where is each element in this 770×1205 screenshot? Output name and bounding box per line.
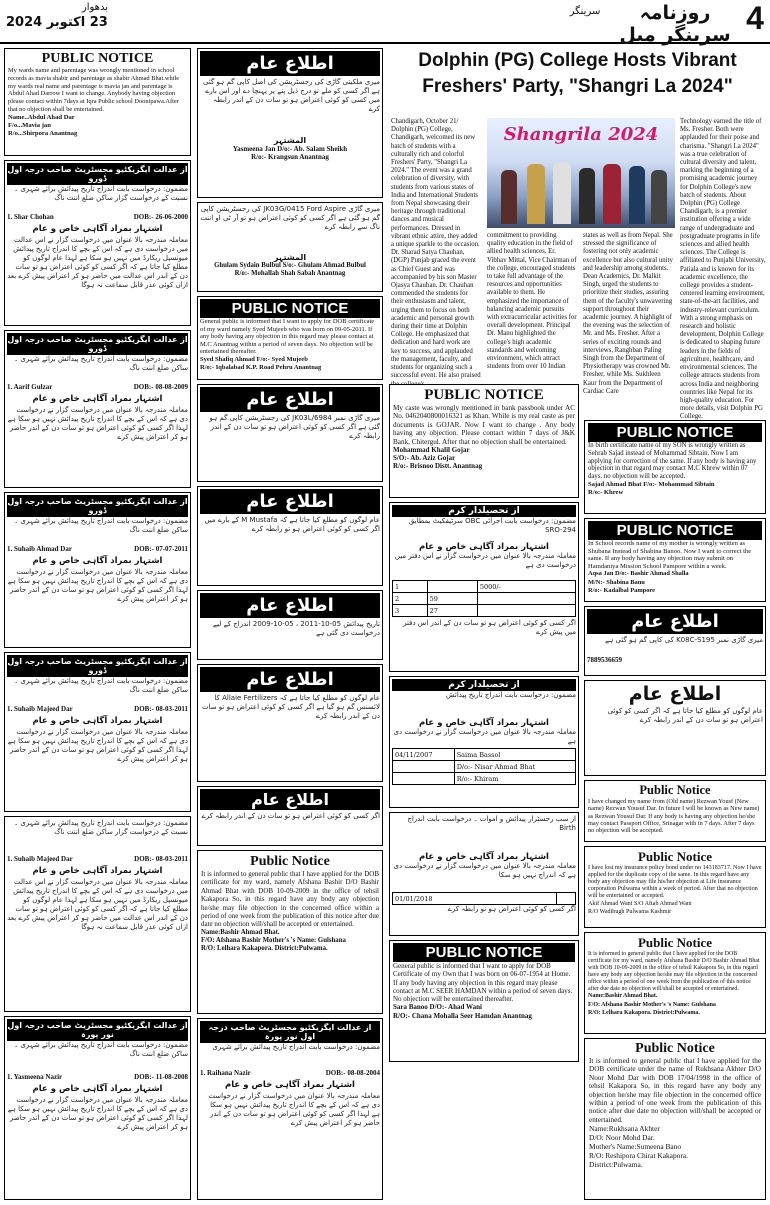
ilan-title: اطلاع عام [200, 789, 380, 810]
headline-line-1: Dolphin (PG) College Hosts Vibrant [418, 50, 737, 71]
ishtihar-intro: مضمون: درخواست بابت اندراج تاریخ پیدائش [445, 691, 576, 699]
court-heading: اشتہار بمراد آگاہی خاص و عام [32, 394, 163, 404]
court-name: 1. Aarif Gulzar [7, 383, 53, 391]
birth-label: Birth [559, 824, 576, 832]
notice-body: General public is informed that I want to apply for DOB Certificate of my Own that I was born on 06-07-1954 at Home. If any body having any objection in this regard may please contact at M.C SEER HAMDAN within a period of seven days. No objection will be entertained thereafter. [393, 962, 573, 1004]
table-row [393, 773, 576, 785]
notice-ro: R/o:- Brisnoo Distt. Anantnag [393, 462, 483, 471]
vehicle-signed: Ghulam Sydain Bulbul S/o:- Ghulam Ahmad Bulbul [214, 262, 366, 269]
ishtihar-obc [389, 502, 579, 672]
court-header: از عدالت ایگزیکٹیو مجسٹریٹ صاحب درجہ اول ڈورو [7, 165, 188, 183]
saima-table [392, 748, 576, 785]
notice-district: District:Pulwama. [589, 1160, 643, 1170]
ilan-notice-col4-1 [584, 606, 766, 676]
table-row [393, 581, 576, 593]
ilan-body: عام لوگوں کو مطلع کیا جاتا ہے کہ M Mustafa کے بارے میں اگر کسی کو کوئی اعتراض ہو تو رابطہ کرے [204, 516, 380, 533]
notice-ro: R/O: Reshipora Chirat Kakapora. [589, 1151, 688, 1161]
notice-name: Aqsa Jan D/o:- Bashir Ahmad Shalla [588, 570, 689, 578]
notice-mn: M/N:- Shabina Banu [588, 578, 645, 586]
ilan-body: اگر کسی کو کوئی اعتراض ہو تو سات دن کے اندر رابطہ کرے [201, 812, 380, 820]
court-name: 1. Suhaib Ahmad Dar [7, 545, 72, 553]
date-block [6, 2, 126, 42]
paper-name: روزنامہ سرینگر میل [619, 2, 731, 46]
ilan-signed-label: المشتہر [273, 136, 307, 145]
court-header: از عدالت ایگزیکٹیو مجسٹریٹ صاحب درجہ اول ڈورو [7, 335, 188, 353]
ilan-body: تاریخ پیدائش 05-10-2011 ، 05-10-2009 اندراج کے لیے درخواست دی گئی ہے [213, 620, 380, 637]
court-notice-2 [4, 330, 191, 488]
feature-col-b: commitment to providing quality education in the field of allied health sciences. Er. Vibhav Mittal, Vice Chairman of the college, encouraged students to take full advantage of the resources and opportunities available to them. He emphasized the importance of balancing academic pursuits with extracurricular activities for overall development. Principal Dr. Manu highlighted the college's high academic standards and welcoming environment, which attract students from over 10 Indian [487, 232, 577, 371]
notice-fo: F/o...Mavia jan [8, 121, 51, 129]
table-cell: R/o:- Khiram [454, 773, 575, 785]
table-cell [393, 761, 455, 773]
page-number: 4 [746, 0, 764, 36]
table-row [393, 593, 576, 605]
court-dob: DOB:- 08-08-2004 [325, 1069, 380, 1077]
court-body: معاملہ مندرجہ بالا عنوان میں درخواست گزار نے اس عدالت میں درخواست دی ہے کہ اس کے بچے کا اندراج تاریخ پیدائش میونسپل ریکارڈ میں نہیں ہو سکا ہے لہذا عام لوگوں کو مطلع کیا جاتا ہے کہ اگر کسی کو کوئی اعتراض ہو تو سات دن کے اندر اس عدالت میں حاضر ہو کر اعتراض پیش کرے بعد ازاں کوئی عذر قابل سماعت نہ ہوگا [7, 236, 188, 289]
allai-name: Allaie Fertilizers [222, 694, 278, 702]
notice-name: Mohammad Khalil Gojar [393, 446, 470, 455]
court-body: معاملہ مندرجہ بالا عنوان میں درخواست گزار نے درخواست دی ہے کہ اس کے بچے کا اندراج تاریخ پیدائش نہیں ہو سکا ہے لہذا اگر کسی کو کوئی اعتراض ہو تو سات دن کے اندر حاضر ہو کر اعتراض پیش کرے [7, 406, 188, 441]
ishtihar-body: معاملہ مندرجہ بالا عنوان میں درخواست گزار نے اس دفتر میں درخواست دی ہے [394, 552, 576, 569]
ishtihar-intro: مضمون: درخواست بابت اجرائی OBC سرٹیفکیٹ بمطابق SRO-294 [408, 517, 576, 534]
table-cell: 2 [393, 593, 428, 605]
notice-body: It is informed to general public that I have applied for the DOB certificate for my ward, namely Afshana Bashir D/O Bashir Ahmad Bhat with DOB 10-09-2009 in the office of tehsil Kakapora So, in this regard have any body any objection he/she may file objection in the concerned office within a period of one week from the publication of this notice after due date no objection will/shall be accepted or entertained. [588, 951, 760, 992]
notice-mn: Mother's Name:Sumeena Bano [589, 1142, 682, 1152]
notice-ro: R/O Wadibugh Pulwama Kashmir [588, 909, 672, 916]
person-silhouette [527, 164, 545, 224]
ishtihar-header: از تحصیلدار کرم [392, 505, 576, 517]
ishtihar-heading: اشتہار بمراد آگاہی خاص و عام [419, 718, 549, 728]
court-name-row [7, 855, 188, 863]
court-dob: DOB:- 08-03-2011 [134, 705, 188, 713]
obc-table [392, 580, 576, 617]
table-row [393, 605, 576, 617]
court-heading: اشتہار بمراد آگاہی خاص و عام [32, 556, 163, 566]
court-dob: DOB:- 08-08-2009 [133, 383, 188, 391]
vehicle-body: میری گاڑی JK03G/0415 Ford Aspire کی رجسٹریشن کاپی گم ہو گئی ہے اگر کسی کو کوئی اعتراض ہو تو آر ٹی او اننت ناگ سے رابطہ کرے [200, 205, 380, 231]
court-name-row [7, 705, 188, 713]
court-header: از عدالت ایگزیکٹیو مجسٹریٹ صاحب درجہ اول نور پورہ [7, 1021, 188, 1039]
court-header: از عدالت ایگزیکٹیو مجسٹریٹ صاحب درجہ اول نور پورہ [200, 1021, 380, 1043]
court-intro-text: مضمون: درخواست بابت اندراج تاریخ پیدائش برائے شہری ۔ ساکن ضلع اننت ناگ [14, 1041, 188, 1058]
notice-name: Akif Ahmad Wani S/O Aftab Ahmad Wani [588, 901, 692, 907]
court-notice-1 [4, 160, 191, 326]
notice-body: It is informed to general public that I have applied for the DOB certificate under the name of Rukhsana Akhter D/O Noor Mohd Dar with DOB 17/04/1998 in the office of tehsil Kakapora So, in this regard have any body any objection he/she may file objection in the concerned office within a period of one week from the publication of this notice after due date no objection will/shall be accepted or entertained. [589, 1057, 761, 1124]
notice-title: PUBLIC NOTICE [588, 423, 762, 442]
court-notice-3 [4, 492, 191, 648]
public-notice-mujeeb [197, 296, 383, 380]
notice-ro: R/o:- Khrew [588, 489, 624, 497]
court-intro-text: مضمون: درخواست بابت اندراج تاریخ پیدائش برائے شہری ۔ ساکن ضلع اننت ناگ [14, 355, 188, 372]
feature-col-d: Technology earned the title of Ms. Fresher. Both were applauded for their poise and charisma. "Shangri La 2024" was a true celebration of cultural diversity and talent, marking the beginning of a promising academic journey for Dolphin College's new batch of students. About Dolphin (PG) College Chandigarh, is a premier institution offering a wide range of undergraduate and postgraduate programs in life sciences and allied health sciences. The College is affiliated to Punjabi University, Patiala and is known for its academic excellence, the college provides a student-centered learning environment, state-of-the-art facilities, and industry-relevant curriculum. With a strong emphasis on research and holistic development, Dolphin College is dedicated to shaping future leaders in the fields of agriculture, healthcare, and environmental sciences. The college attracts students from across India and neighboring countries like Nepal for its high-quality education. For more details, visit Dolphin PG College. [680, 118, 766, 421]
ilan-notice-2 [197, 384, 383, 482]
notice-name: Sajad Ahmad Bhat F/o:- Mohammad Sibtain [588, 480, 715, 488]
notice-fo: F/O: Afshana Bashir Mother's 's Name: Gulshana [588, 1001, 716, 1008]
ilan-body: میری ملکیتی گاڑی کی رجسٹریشن کی اصل کاپی گم ہو گئی ہے اگر کسی کو ملے تو درج ذیل پتے پر پہنچا دے اور اس بارے میں کسی کو کوئی اعتراض ہو تو سات دن کے اندر رابطہ کرے [203, 78, 380, 113]
table-cell: 3 [393, 605, 428, 617]
court-intro-text: مضمون: درخواست بابت اندراج تاریخ پیدائش برائے شہری ۔ ساکن ضلع اننت ناگ [14, 677, 188, 694]
court-notice-raihana [197, 1018, 383, 1200]
person-silhouette [629, 166, 645, 224]
table-cell: Saima Bassol [454, 749, 575, 761]
notice-body: It is informed to general public that I have applied for the DOB certificate for my ward, namely Afshana Bashir D/O Bashir Ahmad Bhat with DOB 10-09-2009 in the office of tehsil Kakapora So, in this regard have any body any objection he/she may file objection in the concerned office within a period of one week from the publication of this notice after due date no objection will/shall be accepted or entertained. [201, 870, 379, 929]
notice-name: Name:Bashir Ahmad Bhat. [588, 993, 658, 1000]
notice-ro: R/o...Shirpora Anantnag [8, 130, 78, 138]
notice-title: PUBLIC NOTICE [588, 521, 762, 540]
photo-banner-text: Shangrila 2024 [503, 124, 659, 145]
issue-date: 23 اکتوبر 2024 [6, 15, 108, 30]
court-intro-text: مضمون: درخواست بابت اندراج تاریخ پیدائش برائے شہری ۔ نسبت کے درخواست گزار ساکن ضلع اننت ناگ [14, 185, 188, 202]
obc-label: OBC [465, 517, 481, 525]
court-dob: DOB:- 08-03-2011 [134, 855, 188, 863]
notice-ro: R/O: Lelhara Kakapora. District:Pulwama. [201, 945, 328, 953]
notice-title: PUBLIC NOTICE [393, 943, 575, 962]
notice-ro: R/O:- Chana Mohalla Seer Hamdan Anantnag [393, 1011, 532, 1020]
ilan-notice-3 [197, 486, 383, 586]
ilan-notice-vehicle [197, 202, 383, 292]
feature-col-c: states as well as from Nepal. She stressed the significance of fostering not only academic excellence but also cultural unity and leadership among students. Dean Academics, Dr. Malkit Singh, urged the students to prioritize their studies, assuring them of the faculty's unwavering support throughout their academic journey. A highlight of the evening was the selection of Mr. and Ms. Fresher. After a series of exciting rounds and interviews, Ranghban Paling Singh from the Department of Physiotherapy was crowned Mr. Fresher, while Ms. Sukhleen Kaur from the Department of Cardiac Care [583, 232, 673, 395]
masthead [0, 0, 770, 44]
court-name: 1. Suhaib Majeed Dar [7, 705, 73, 713]
table-row [393, 761, 576, 773]
notice-body: General public is informed that I want to apply for DOB certificate of my ward namely Syed Mujeeb who was born on 09-05-2011. If any body having any objection in this regard may please contact at M.C Anantnag within a period of seven days. No objection will be entertained thereafter. [200, 318, 375, 356]
dob-date: 05-10-2011 [300, 620, 342, 628]
ishtihar-heading: اشتہار بمراد آگاہی خاص و عام [419, 542, 549, 552]
court-notice-5 [4, 816, 191, 1012]
table-row [393, 749, 576, 761]
table-cell [393, 773, 455, 785]
sro-label: SRO-294 [545, 526, 576, 534]
event-photo [487, 118, 675, 228]
notice-name: Sara Banoo D/O:- Ahad Wani [393, 1003, 482, 1012]
notice-title: PUBLIC NOTICE [200, 299, 380, 318]
ilan-title: اطلاع عام [200, 593, 380, 618]
table-cell: 1 [393, 581, 428, 593]
notice-title: Public Notice [639, 783, 711, 797]
notice-name: Name..Abdul Ahad Dar [8, 113, 75, 121]
court-body: معاملہ مندرجہ بالا عنوان میں درخواست گزار نے درخواست دی ہے کہ اس کے بچے کا اندراج تاریخ پیدائش نہیں ہو سکا ہے لہذا اگر کسی کو کوئی اعتراض ہو تو سات دن کے اندر حاضر ہو کر اعتراض پیش کرے [7, 728, 188, 763]
court-intro-text: مضمون: درخواست بابت اندراج تاریخ پیدائش برائے شہری [212, 1043, 380, 1051]
notice-title: Public Notice [250, 854, 330, 869]
ishtihar-footer: اگر کسی کو کوئی اعتراض ہو تو رابطہ کرے [447, 905, 576, 913]
birth-table [392, 892, 576, 905]
ilan-body: میری گاڑی نمبر JK03L/6984 کی رجسٹریشن کاپی گم ہو گئی ہے اگر کسی کو کوئی اعتراض ہو تو سات دن کے اندر رابطہ کرے [209, 414, 380, 440]
ilan-signed-ro: R/o:- Krangsun Anantnag [251, 153, 329, 162]
notice-title: Public Notice [635, 1041, 715, 1056]
ilan-title: اطلاع عام [628, 683, 722, 705]
person-silhouette [501, 170, 517, 224]
weekday: بدھوار [81, 2, 108, 13]
court-heading: اشتہار بمراد آگاہی خاص و عام [32, 224, 163, 234]
court-heading: اشتہار بمراد آگاہی خاص و عام [32, 716, 163, 726]
court-dob: DOB:- 07-07-2011 [134, 545, 188, 553]
notice-name: Name:Rukhsana Akhter [589, 1124, 660, 1134]
court-header: از عدالت ایگزیکٹیو مجسٹریٹ صاحب درجہ اول ڈورو [7, 657, 188, 675]
court-body: معاملہ مندرجہ بالا عنوان میں درخواست گزار نے درخواست دی ہے کہ اس کے بچے کا اندراج تاریخ پیدائش نہیں ہو سکا ہے لہذا اگر کسی کو کوئی اعتراض ہو تو سات دن کے اندر حاضر ہو کر اعتراض پیش کرے [7, 1096, 188, 1131]
court-body: معاملہ مندرجہ بالا عنوان میں درخواست گزار نے درخواست دی ہے کہ اس کے بچے کا اندراج تاریخ پیدائش نہیں ہو سکا ہے لہذا اگر کسی کو کوئی اعتراض ہو تو سات دن کے اندر حاضر ہو کر اعتراض پیش کرے [208, 1092, 380, 1127]
public-notice-rezwan [584, 780, 766, 842]
court-heading: اشتہار بمراد آگاہی خاص و عام [32, 1084, 163, 1094]
feature-col-a: Chandigarh, October 21/ Dolphin (PG) College, Chandigarh, welcomed its new batch of students with a culturally rich and colorful Freshers' Party, "Shangri La 2024." The event was a grand celebration of diversity, with students from various states of India and International Students from Nepal showcasing their heritage through traditional dances and musical performances. Dressed in vibrant ethnic attire, they added a unique sparkle to the occasion. Dr. Sharad Satya Chauhan, (DGP) Punjab graced the event as Chief Guest and was accompanied by his son Master Ojasya Chauhan. Dr. Chauhan commended the students for their enthusiasm and talent, urging them to focus on both academic and personal growth during their time at Dolphin College. He emphasized that dedication and hard work are key to success, and applauded the management, faculty, and students for organizing such a successful event. He also praised [391, 118, 481, 380]
ishtihar-header: از تحصیلدار کرم [392, 679, 576, 691]
ishtihar-intro: از سب رجسٹرار پیدائش و اموات ۔ درخواست بابت اندراج Birth [407, 815, 576, 832]
notice-name: Name:Bashir Ahmad Bhat. [201, 928, 280, 936]
notice-ro: R/o:- Iqbalabad K.P. Road Pehru Anantnag [200, 364, 322, 372]
headline-line-2: Freshers' Party, "Shangri La 2024" [422, 76, 733, 97]
notice-body: My caste was wrongly mentioned in bank passbook under AC No. 0462040800016321 as Khan. While is my real caste as per documents is GOJAR. Now I want to change . Any body having any objection. Please contact within 7 days of J&K Bank, Chitergul. After that no objection shall be entertained. [393, 404, 575, 446]
court-header: از عدالت ایگزیکٹیو مجسٹریٹ صاحب درجہ اول ڈورو [7, 497, 188, 515]
notice-ro: R/o:- Kadalbal Pampore [588, 586, 655, 594]
dob-date-2: 05-10-2009 [252, 620, 294, 628]
notice-title: Public Notice [637, 849, 712, 864]
public-notice-mavia [4, 48, 191, 156]
ilan-title: اطلاع عام [587, 609, 763, 634]
table-cell: D/o:- Nisar Ahmad Bhat [454, 761, 575, 773]
notice-body: I have changed my name from (Old name) Rezwan Yousf (New name) Rezwan Yousuf Dar. In future I will be known as New name) as Rezwan Yousuf Dar. If any body is having any objection he/she may contact Passport Office, Srinagar with in 7 days. After 7 days no objection will be accepted. [588, 798, 760, 835]
notice-signed: Syed Shafiq Ahmad F/o:- Syed Mujeeb [200, 355, 308, 363]
court-name: 1. Yasmeena Nazir [7, 1073, 63, 1081]
notice-title: Public Notice [637, 935, 712, 950]
public-notice-sibtain [584, 420, 766, 514]
ishtihar-footer: اگر کسی کو کوئی اعتراض ہو تو سات دن کے اندر اس دفتر میں پیش کرے [403, 619, 576, 636]
court-name: 1. Raihana Nazir [200, 1069, 251, 1077]
court-name-row [7, 213, 188, 221]
ishtihar-body: معاملہ مندرجہ بالا عنوان میں درخواست گزار نے درخواست دی ہے کہ اندراج نہیں ہو سکا [393, 862, 576, 879]
court-body: معاملہ مندرجہ بالا عنوان میں درخواست گزار نے درخواست دی ہے کہ اس کے بچے کا اندراج تاریخ پیدائش نہیں ہو سکا ہے لہذا اگر کسی کو کوئی اعتراض ہو تو سات دن کے اندر حاضر ہو کر اعتراض پیش کرے [7, 568, 188, 603]
court-dob: DOB:- 11-08-2008 [134, 1073, 188, 1081]
ilan-notice-col4-2 [584, 680, 766, 776]
contact-phone: 7889536659 [587, 656, 622, 664]
table-cell: 04/11/2007 [393, 749, 455, 761]
feature-headline [389, 48, 766, 116]
ilan-title: اطلاع عام [200, 489, 380, 514]
court-name: 1. Shar Chohan [7, 213, 54, 221]
notice-fo: F/O: Afshana Bashir Mother's 's Name: Gulshana [201, 937, 346, 945]
person-silhouette [603, 164, 621, 224]
court-heading: اشتہار بمراد آگاہی خاص و عام [225, 1080, 355, 1090]
court-notice-6 [4, 1016, 191, 1200]
court-name: 1. Suhaib Majeed Dar [7, 855, 73, 863]
ilan-title: اطلاع عام [200, 51, 380, 76]
vehicle-number-2: JK03L/6984 [292, 414, 332, 422]
notice-title: PUBLIC NOTICE [424, 387, 544, 403]
ilan-title: اطلاع عام [200, 387, 380, 412]
ilan-notice-1 [197, 48, 383, 198]
public-notice-sara [389, 940, 579, 1062]
table-cell [477, 605, 575, 617]
public-notice-gojar [389, 384, 579, 498]
person-silhouette [553, 162, 571, 224]
ilan-body: میری گاڑی نمبر K08C-S195 کی کاپی گم ہو گئی ہے [605, 636, 763, 644]
table-cell: 59 [427, 593, 477, 605]
court-name-row [7, 545, 188, 553]
notice-title: PUBLIC NOTICE [41, 51, 154, 66]
notice-do: D/O: Noor Mohd Dar. [589, 1133, 655, 1143]
ilan-signed: Yasmeena Jan D/o:- Ab. Salam Sheikh [232, 145, 348, 153]
court-name-row [7, 383, 188, 391]
public-notice-aqsa [584, 518, 766, 602]
notice-body: In birth certificate name of my SON is wrongly written as Sehrab Sajad instead of Mohammad Sibtain. Now I am applying for correction of the same. If any body is having any objection in that regard may contact M.C Khrew within 07 days. no objection will be accepted. [588, 442, 757, 481]
table-cell: 5000/- [477, 581, 575, 593]
public-notice-rukhsana [584, 1038, 766, 1200]
public-notice-akif [584, 846, 766, 928]
ishtihar-birth [389, 812, 579, 936]
ishtihar-body: معاملہ مندرجہ بالا عنوان میں درخواست گزار نے درخواست دی ہے [393, 728, 576, 745]
court-name-row [200, 1069, 380, 1077]
ishtihar-heading: اشتہار بمراد آگاہی خاص و عام [419, 852, 549, 862]
table-cell [556, 893, 575, 905]
city: سرینگر [569, 6, 601, 17]
notice-body: I have lost my insurance policy bond under no 143183717. Now I have applied for the duplicate copy of the same. In this regard have any body any objection may file his/her objection at Life insurance corporation Pulwama within a week of period. After that no objection will be entertained or accepted. [588, 865, 762, 899]
table-cell: 01/01/2018 [393, 893, 557, 905]
vehicle-signed-label: المشتہر [273, 253, 307, 262]
court-intro-text: مضمون: درخواست بابت اندراج تاریخ پیدائش برائے شہری ۔ ساکن ضلع اننت ناگ [14, 517, 188, 534]
ilan-body: عام لوگوں کو مطلع کیا جاتا ہے کہ Allaie Fertilizers کا لائسنس گم ہو گیا ہے اگر کسی کو کوئی اعتراض ہو تو سات دن کے اندر رابطہ کرے [201, 694, 380, 720]
notice-body: My wards name and parentage was wrongly mentioned in school records as mavia shabir and parentage as shabir Ahmad Bhat.while my wards real name and parentage is mavia jan and parentage is Abdul Ahad Darrow I want to change. Anybody having objection please contact within 7days at Iqra Public school Doonipawa.After that no objection shall be entertained. [8, 67, 180, 113]
court-intro-text: مضمون: درخواست بابت اندراج تاریخ پیدائش برائے شہری ۔ نسبت کے درخواست گزار ساکن ضلع اننت ناگ [14, 819, 188, 836]
person-silhouette [579, 168, 595, 224]
public-notice-afshana-2 [584, 932, 766, 1034]
ishtihar-saima [389, 676, 579, 808]
court-dob: DOB:- 26-06-2000 [133, 213, 188, 221]
court-name-row [7, 1073, 188, 1081]
public-notice-afshana [197, 850, 383, 1014]
mustafa-name: M Mustafa [241, 516, 278, 524]
court-body: معاملہ مندرجہ بالا عنوان میں درخواست گزار نے اس عدالت میں درخواست دی ہے کہ اس کے بچے کا اندراج تاریخ پیدائش میونسپل ریکارڈ میں نہیں ہو سکا ہے لہذا عام لوگوں کو مطلع کیا جاتا ہے کہ اگر کسی کو کوئی اعتراض ہو تو سات دن کے اندر اس عدالت میں حاضر ہو کر اعتراض پیش کرے بعد ازاں کوئی عذر قابل سماعت نہ ہوگا [7, 878, 188, 931]
table-cell [477, 593, 575, 605]
ilan-notice-5 [197, 664, 383, 782]
vehicle-signed-ro: R/o:- Mohallah Shah Sabah Anantnag [234, 270, 346, 278]
ilan-title: اطلاع عام [200, 667, 380, 692]
table-cell: 27 [427, 605, 477, 617]
court-heading: اشتہار بمراد آگاہی خاص و عام [32, 866, 163, 876]
ilan-body: عام لوگوں کو مطلع کیا جاتا ہے کہ اگر کسی کو کوئی اعتراض ہو تو سات دن کے اندر رابطہ کرے [607, 707, 763, 724]
vehicle-number-3: K08C-S195 [676, 636, 715, 644]
table-cell [427, 581, 477, 593]
notice-ro: R/O: Lelhara Kakapora. District:Pulwama. [588, 1009, 700, 1016]
ilan-notice-6 [197, 786, 383, 846]
vehicle-number: JK03G/0415 Ford Aspire [263, 205, 347, 213]
court-notice-4 [4, 652, 191, 812]
table-row [393, 893, 576, 905]
notice-body: In School records name of my mother is wrongly written as Shubana Instead of Shabina Banoo. Now I want to correct the same. If any body having any objection may submit on Hamdaniya Mission School Pampore within a week. [588, 540, 752, 570]
notice-so: S/O:- Ab. Aziz Gojar [393, 454, 456, 463]
ilan-notice-4 [197, 590, 383, 660]
person-silhouette [651, 170, 667, 224]
